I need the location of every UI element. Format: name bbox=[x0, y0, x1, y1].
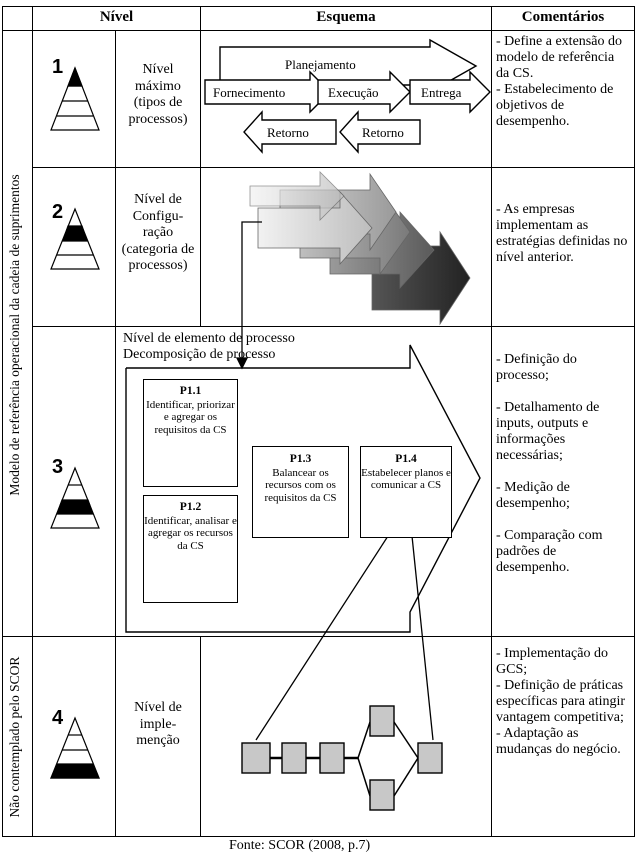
level-2-name: Nível de Configu-ração (categoria de processos) bbox=[121, 192, 195, 273]
chain-box-5 bbox=[370, 780, 394, 810]
header-scheme: Esquema bbox=[316, 9, 376, 25]
scor-model-label: Modelo de referência operacional da cadeia de suprimentos bbox=[7, 174, 22, 496]
retorno-label-1: Retorno bbox=[267, 125, 309, 140]
level-3-number: 3 bbox=[52, 456, 64, 478]
process-p12-box bbox=[143, 495, 238, 603]
header-level: Nível bbox=[99, 9, 134, 25]
level-2-comments: - As empresas implementam as estratégias definidas no nível anterior. bbox=[496, 202, 628, 265]
level-4-name: Nível de imple-menção bbox=[134, 700, 182, 748]
process-p11-box bbox=[143, 379, 238, 487]
chain-box-3 bbox=[320, 743, 344, 773]
fornecimento-label: Fornecimento bbox=[213, 85, 286, 100]
p13-text: Balancear os recursos com os requisitos da CS bbox=[264, 466, 337, 504]
chain-box-1 bbox=[242, 743, 270, 773]
p13-code: P1.3 bbox=[289, 453, 312, 465]
header-comments: Comentários bbox=[521, 9, 605, 25]
execucao-label: Execução bbox=[328, 85, 379, 100]
p12-text: Identificar, analisar e agregar os recursos da CS bbox=[144, 514, 237, 552]
p12-code: P1.2 bbox=[179, 501, 202, 513]
level4-connectors bbox=[256, 536, 433, 740]
level4-chain bbox=[242, 706, 442, 810]
entrega-label: Entrega bbox=[421, 85, 462, 100]
level-3-title-line1: Nível de elemento de processo bbox=[123, 331, 295, 346]
level-3-title-line2: Decomposição de processo bbox=[123, 347, 276, 362]
level-4-comments: - Implementação do GCS; - Definição de práticas específicas para atingir vantagem competitiva; - Adaptação as mudanças do negócio. bbox=[496, 646, 626, 757]
level2-arrows bbox=[250, 172, 470, 324]
p11-code: P1.1 bbox=[179, 385, 202, 397]
process-p14-box bbox=[360, 446, 452, 538]
not-scor-label: Não contemplado pelo SCOR bbox=[7, 656, 22, 818]
retorno-label-2: Retorno bbox=[362, 125, 404, 140]
p11-text: Identificar, priorizar e agregar os requisitos da CS bbox=[146, 398, 235, 436]
chain-box-6 bbox=[418, 743, 442, 773]
level-3-comments: - Definição do processo; - Detalhamento de inputs, outputs e informações necessárias; - Medição de desempenho; - Comparação com padrões de desempenho. bbox=[496, 352, 603, 575]
level-1-name: Nível máximo (tipos de processos) bbox=[128, 62, 188, 127]
level-4-number: 4 bbox=[52, 707, 64, 729]
p14-code: P1.4 bbox=[395, 453, 417, 465]
source-footer: Fonte: SCOR (2008, p.7) bbox=[229, 838, 371, 853]
chain-box-4 bbox=[370, 706, 394, 736]
p14-text: Estabelecer planos e comunicar a CS bbox=[361, 466, 451, 491]
process-p13-box bbox=[252, 446, 349, 538]
planejamento-label: Planejamento bbox=[285, 57, 356, 72]
level-1-comments: - Define a extensão do modelo de referência da CS. - Estabelecimento de objetivos de desempenho. bbox=[496, 34, 622, 129]
level-2-number: 2 bbox=[52, 201, 64, 223]
chain-box-2 bbox=[282, 743, 306, 773]
level-1-number: 1 bbox=[52, 56, 64, 78]
